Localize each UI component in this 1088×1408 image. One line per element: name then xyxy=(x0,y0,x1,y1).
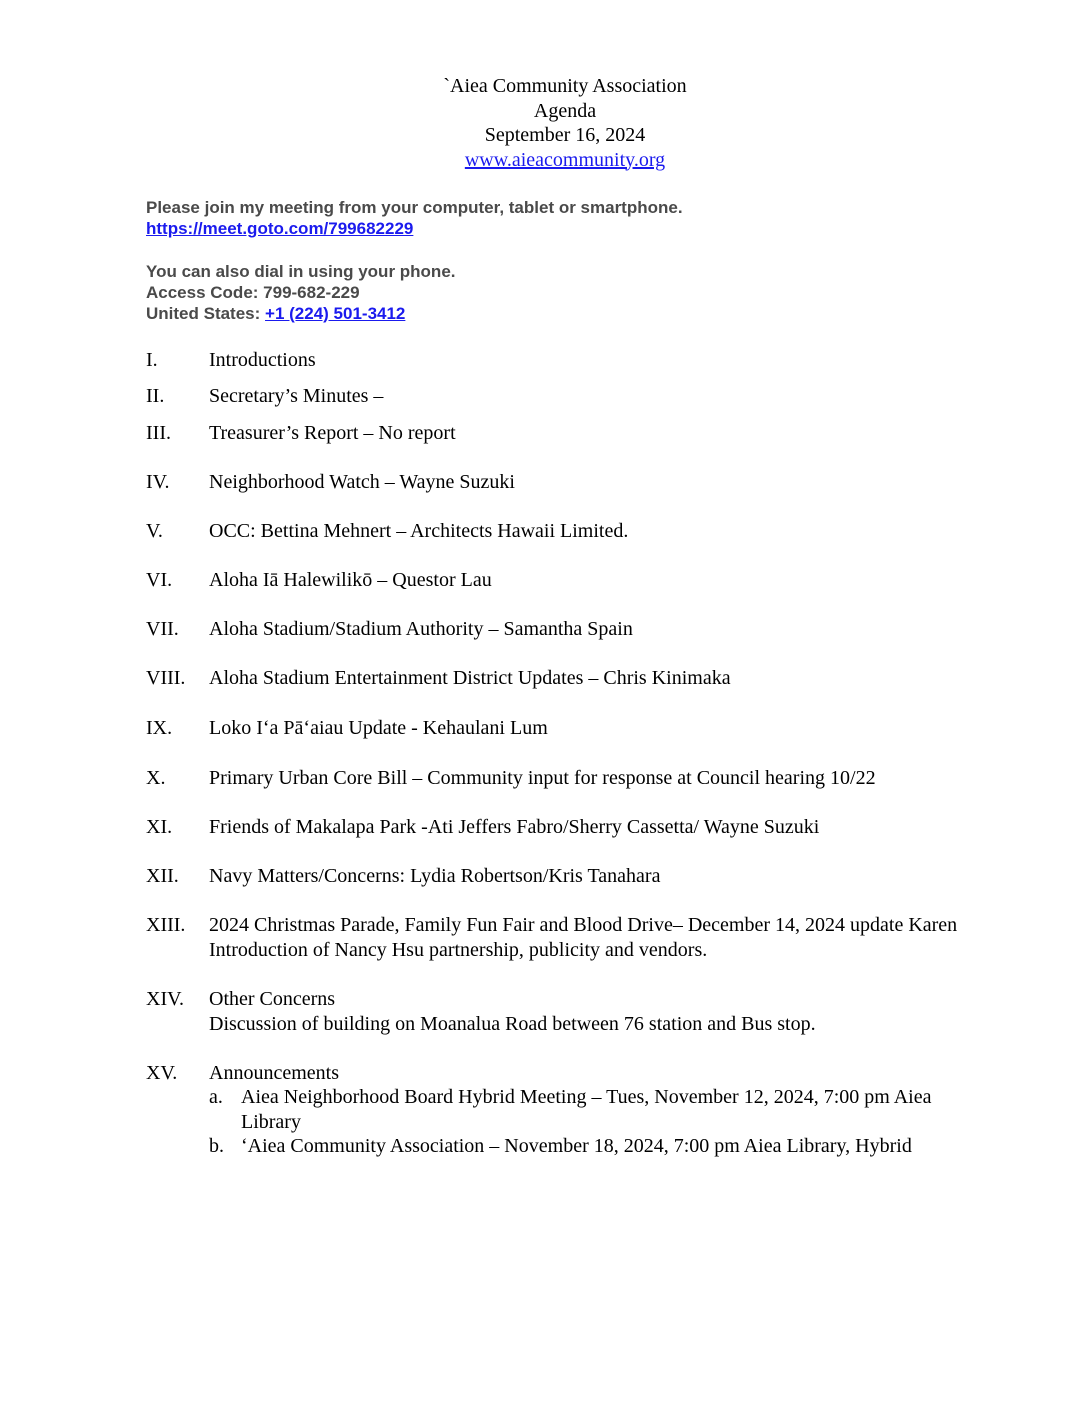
item-text: Announcements xyxy=(209,1062,339,1084)
dial-in-info xyxy=(146,261,456,324)
join-text: Please join my meeting from your computer, tablet or smartphone. xyxy=(146,198,683,217)
item-number: III. xyxy=(146,422,171,444)
item-number: XII. xyxy=(146,865,179,887)
item-text: Treasurer’s Report – No report xyxy=(209,422,456,444)
document-header xyxy=(0,74,1088,172)
item-text-line: 2024 Christmas Parade, Family Fun Fair and Blood Drive– December 14, 2024 update Karen xyxy=(209,914,958,936)
item-number: VIII. xyxy=(146,667,186,689)
dial-text: You can also dial in using your phone. xyxy=(146,262,456,281)
item-text: Primary Urban Core Bill – Community input for response at Council hearing 10/22 xyxy=(209,767,876,789)
org-name: `Aiea Community Association xyxy=(443,75,687,97)
item-number: XIII. xyxy=(146,914,186,936)
item-number: V. xyxy=(146,520,163,542)
item-number: XIV. xyxy=(146,988,184,1010)
item-text: Loko Iʻa Pāʻaiau Update - Kehaulani Lum xyxy=(209,717,548,739)
item-text xyxy=(209,987,1029,1036)
item-text: OCC: Bettina Mehnert – Architects Hawaii Limited. xyxy=(209,520,629,542)
announcement-text xyxy=(241,1085,1001,1134)
meeting-date: September 16, 2024 xyxy=(484,124,646,146)
item-number: X. xyxy=(146,767,166,789)
item-text: Introductions xyxy=(209,349,316,371)
item-text xyxy=(209,913,1029,962)
item-number: XV. xyxy=(146,1062,178,1084)
item-number: VII. xyxy=(146,618,179,640)
item-text: Aloha Stadium Entertainment District Updates – Chris Kinimaka xyxy=(209,667,731,689)
announcement-text-line: Library xyxy=(241,1110,301,1133)
online-meeting-info xyxy=(146,197,683,239)
announcement-letter: b. xyxy=(209,1135,224,1157)
item-number: VI. xyxy=(146,569,173,591)
access-code: Access Code: 799-682-229 xyxy=(146,283,360,302)
meeting-link[interactable]: https://meet.goto.com/799682229 xyxy=(146,219,414,238)
item-number: I. xyxy=(146,349,158,371)
announcement-text: ‘Aiea Community Association – November 18, 2024, 7:00 pm Aiea Library, Hybrid xyxy=(241,1135,912,1157)
us-label: United States: xyxy=(146,304,261,323)
item-text-line: Discussion of building on Moanalua Road between 76 station and Bus stop. xyxy=(209,1012,816,1035)
item-number: II. xyxy=(146,385,165,407)
website-link[interactable]: www.aieacommunity.org xyxy=(464,148,666,171)
item-number: IX. xyxy=(146,717,173,739)
item-number: IV. xyxy=(146,471,170,493)
announcement-text-line: Aiea Neighborhood Board Hybrid Meeting – Tues, November 12, 2024, 7:00 pm Aiea xyxy=(241,1086,932,1108)
item-text: Aloha Stadium/Stadium Authority – Samantha Spain xyxy=(209,618,633,640)
item-text: Friends of Makalapa Park -Ati Jeffers Fabro/Sherry Cassetta/ Wayne Suzuki xyxy=(209,816,820,838)
item-text-line: Other Concerns xyxy=(209,988,336,1010)
item-text-line: Introduction of Nancy Hsu partnership, publicity and vendors. xyxy=(209,938,708,961)
phone-link[interactable]: +1 (224) 501-3412 xyxy=(265,304,406,323)
item-text: Secretary’s Minutes – xyxy=(209,385,384,407)
announcement-letter: a. xyxy=(209,1086,223,1108)
page-title: Agenda xyxy=(533,99,597,122)
item-number: XI. xyxy=(146,816,173,838)
item-text: Navy Matters/Concerns: Lydia Robertson/Kris Tanahara xyxy=(209,865,661,887)
item-text: Neighborhood Watch – Wayne Suzuki xyxy=(209,471,515,493)
item-text: Aloha Iā Halewilikō – Questor Lau xyxy=(209,569,492,591)
